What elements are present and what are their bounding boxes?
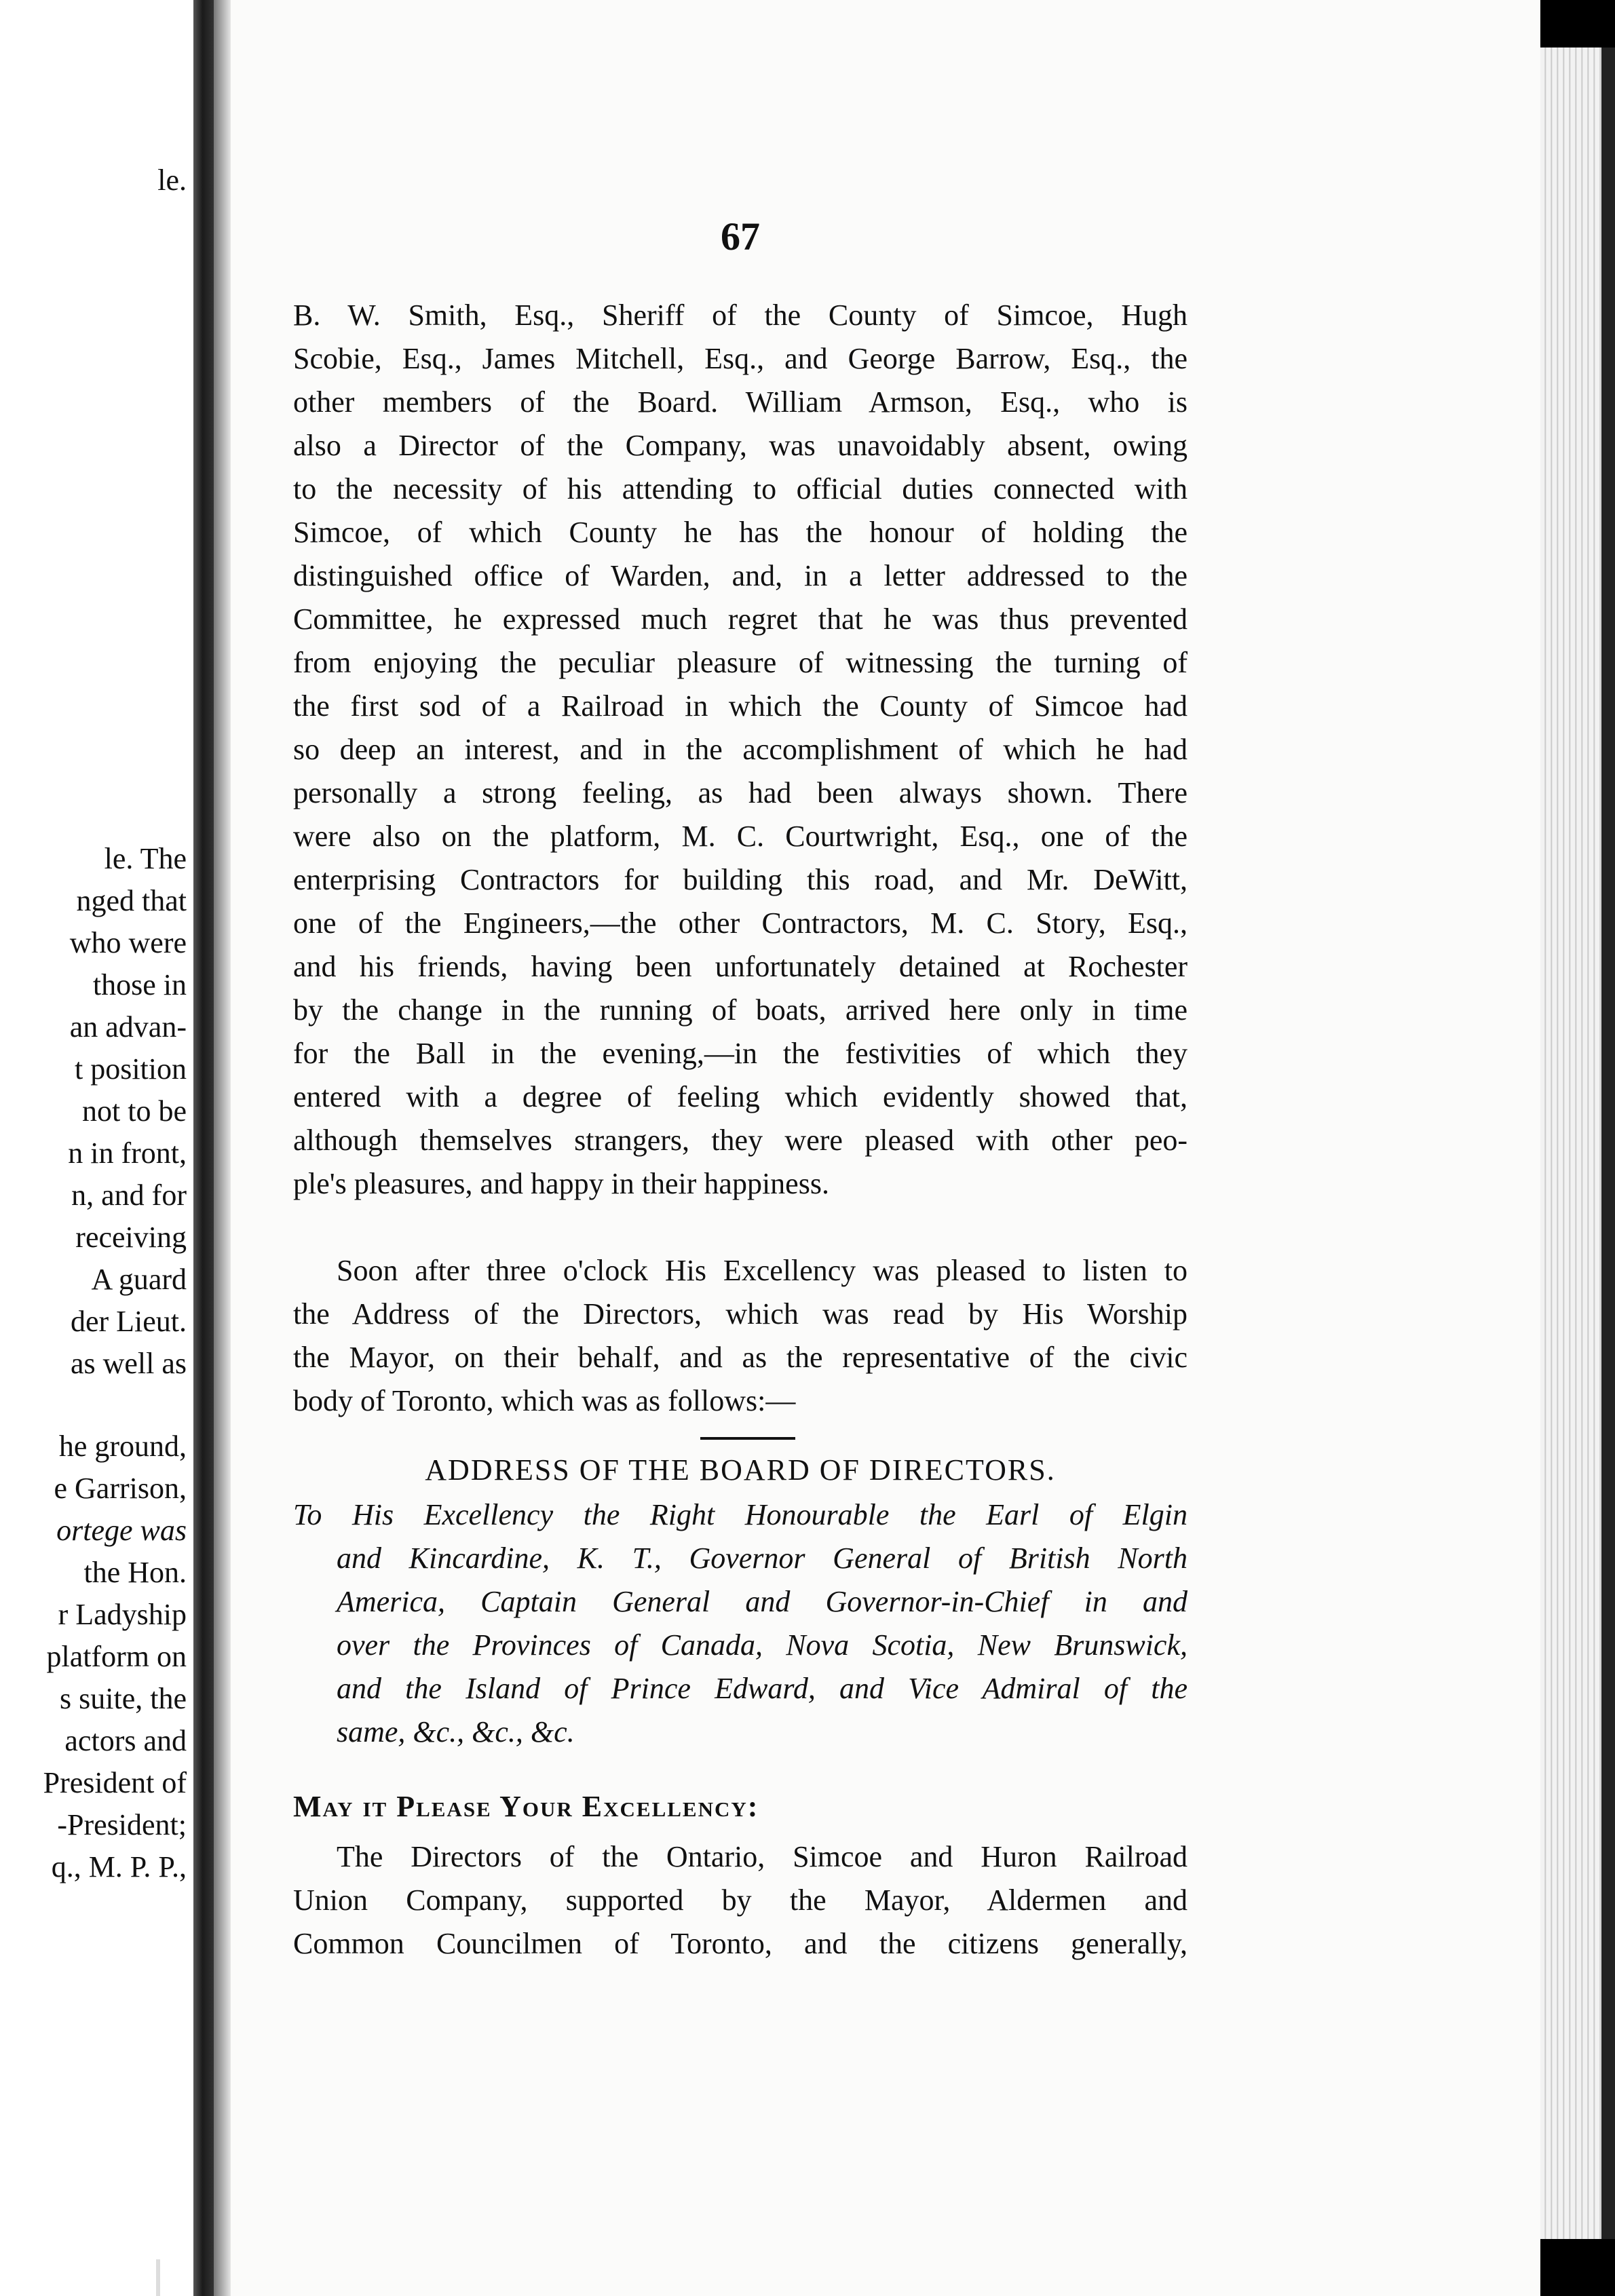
paragraph-line: to the necessity of his attending to official duties connected with (293, 472, 1188, 505)
section-rule (700, 1437, 795, 1440)
page-number: 67 (721, 214, 760, 259)
previous-page-line: e Garrison, (54, 1472, 187, 1505)
paragraph-line: body of Toronto, which was as follows:— (293, 1384, 796, 1417)
paragraph-line: ple's pleasures, and happy in their happiness. (293, 1167, 829, 1200)
previous-page (0, 0, 193, 2296)
previous-page-line: q., M. P. P., (51, 1850, 187, 1883)
paragraph-line: the first sod of a Railroad in which the County of Simcoe had (293, 689, 1188, 723)
previous-page-line: those in (92, 968, 187, 1001)
book-gutter (193, 0, 214, 2296)
paragraph-line: although themselves strangers, they were pleased with other peo- (293, 1124, 1188, 1157)
paragraph-line: enterprising Contractors for building this road, and Mr. DeWitt, (293, 863, 1188, 896)
paragraph-line: distinguished office of Warden, and, in a letter addressed to the (293, 559, 1188, 592)
address-line: To His Excellency the Right Honourable the Earl of Elgin (293, 1498, 1188, 1531)
previous-page-line: not to be (82, 1094, 187, 1128)
paragraph-line: Simcoe, of which County he has the honour of holding the (293, 516, 1188, 549)
previous-page-line: ortege was (56, 1514, 187, 1547)
previous-page-line: receiving (75, 1221, 187, 1254)
previous-page-line: le. The (104, 842, 187, 875)
paragraph-line: Union Company, supported by the Mayor, Aldermen and (293, 1883, 1188, 1917)
paragraph-line: other members of the Board. William Armson, Esq., who is (293, 385, 1188, 419)
address-line: and Kincardine, K. T., Governor General of British North (337, 1542, 1188, 1575)
address-line: over the Provinces of Canada, Nova Scotia, New Brunswick, (337, 1628, 1188, 1662)
previous-page-line: r Ladyship (58, 1598, 187, 1631)
previous-page-line: der Lieut. (70, 1305, 187, 1338)
previous-page-line: nged that (76, 884, 187, 917)
paragraph-line: Committee, he expressed much regret that he was thus prevented (293, 602, 1188, 636)
salutation: May it Please Your Excellency: (293, 1790, 759, 1823)
paragraph-line: entered with a degree of feeling which evidently showed that, (293, 1080, 1188, 1113)
previous-page-line: n, and for (71, 1179, 187, 1212)
paragraph-line: one of the Engineers,—the other Contractors, M. C. Story, Esq., (293, 906, 1188, 940)
paragraph-line: by the change in the running of boats, arrived here only in time (293, 993, 1188, 1027)
previous-page-line: as well as (70, 1347, 187, 1380)
previous-page-line: the Hon. (83, 1556, 187, 1589)
address-line: same, &c., &c., &c. (337, 1715, 575, 1748)
paragraph-line: B. W. Smith, Esq., Sheriff of the County of Simcoe, Hugh (293, 299, 1188, 332)
previous-page-line: President of (43, 1766, 187, 1799)
scan-artifact (156, 2259, 160, 2296)
paragraph-line: The Directors of the Ontario, Simcoe and Huron Railroad (337, 1840, 1188, 1873)
page-edge (1540, 47, 1601, 2239)
previous-page-line: he ground, (58, 1430, 187, 1463)
paragraph-line: Scobie, Esq., James Mitchell, Esq., and George Barrow, Esq., the (293, 342, 1188, 375)
previous-page-line: -President; (57, 1808, 187, 1841)
paragraph-line: also a Director of the Company, was unavoidably absent, owing (293, 429, 1188, 462)
paragraph-line: personally a strong feeling, as had been always shown. There (293, 776, 1188, 809)
address-line: and the Island of Prince Edward, and Vice Admiral of the (337, 1672, 1188, 1705)
paragraph-line: and his friends, having been unfortunately detained at Rochester (293, 950, 1188, 983)
book-gutter-shadow (214, 0, 231, 2296)
paragraph-line: from enjoying the peculiar pleasure of witnessing the turning of (293, 646, 1188, 679)
paragraph-line: the Mayor, on their behalf, and as the representative of the civic (293, 1341, 1188, 1374)
previous-page-line: A guard (91, 1263, 187, 1296)
previous-page-line: n in front, (68, 1136, 187, 1170)
paragraph-line: Common Councilmen of Toronto, and the citizens generally, (293, 1927, 1188, 1960)
previous-page-line: t position (74, 1052, 187, 1086)
previous-page-line: who were (69, 926, 187, 959)
paragraph-line: Soon after three o'clock His Excellency was pleased to listen to (337, 1254, 1188, 1287)
paragraph-line: so deep an interest, and in the accomplishment of which he had (293, 733, 1188, 766)
address-heading: ADDRESS OF THE BOARD OF DIRECTORS. (425, 1453, 1056, 1487)
previous-page-line: an advan- (69, 1010, 187, 1044)
paragraph-line: were also on the platform, M. C. Courtwright, Esq., one of the (293, 820, 1188, 853)
paragraph-line: the Address of the Directors, which was read by His Worship (293, 1297, 1188, 1331)
paragraph-line: for the Ball in the evening,—in the festivities of which they (293, 1037, 1188, 1070)
previous-page-line: s suite, the (60, 1682, 187, 1715)
previous-page-line: actors and (64, 1724, 187, 1757)
previous-page-line: platform on (46, 1640, 187, 1673)
address-line: America, Captain General and Governor-in-Chief in and (337, 1585, 1188, 1618)
previous-page-line: le. (157, 164, 187, 197)
page-edge-shadow (1601, 47, 1615, 2239)
